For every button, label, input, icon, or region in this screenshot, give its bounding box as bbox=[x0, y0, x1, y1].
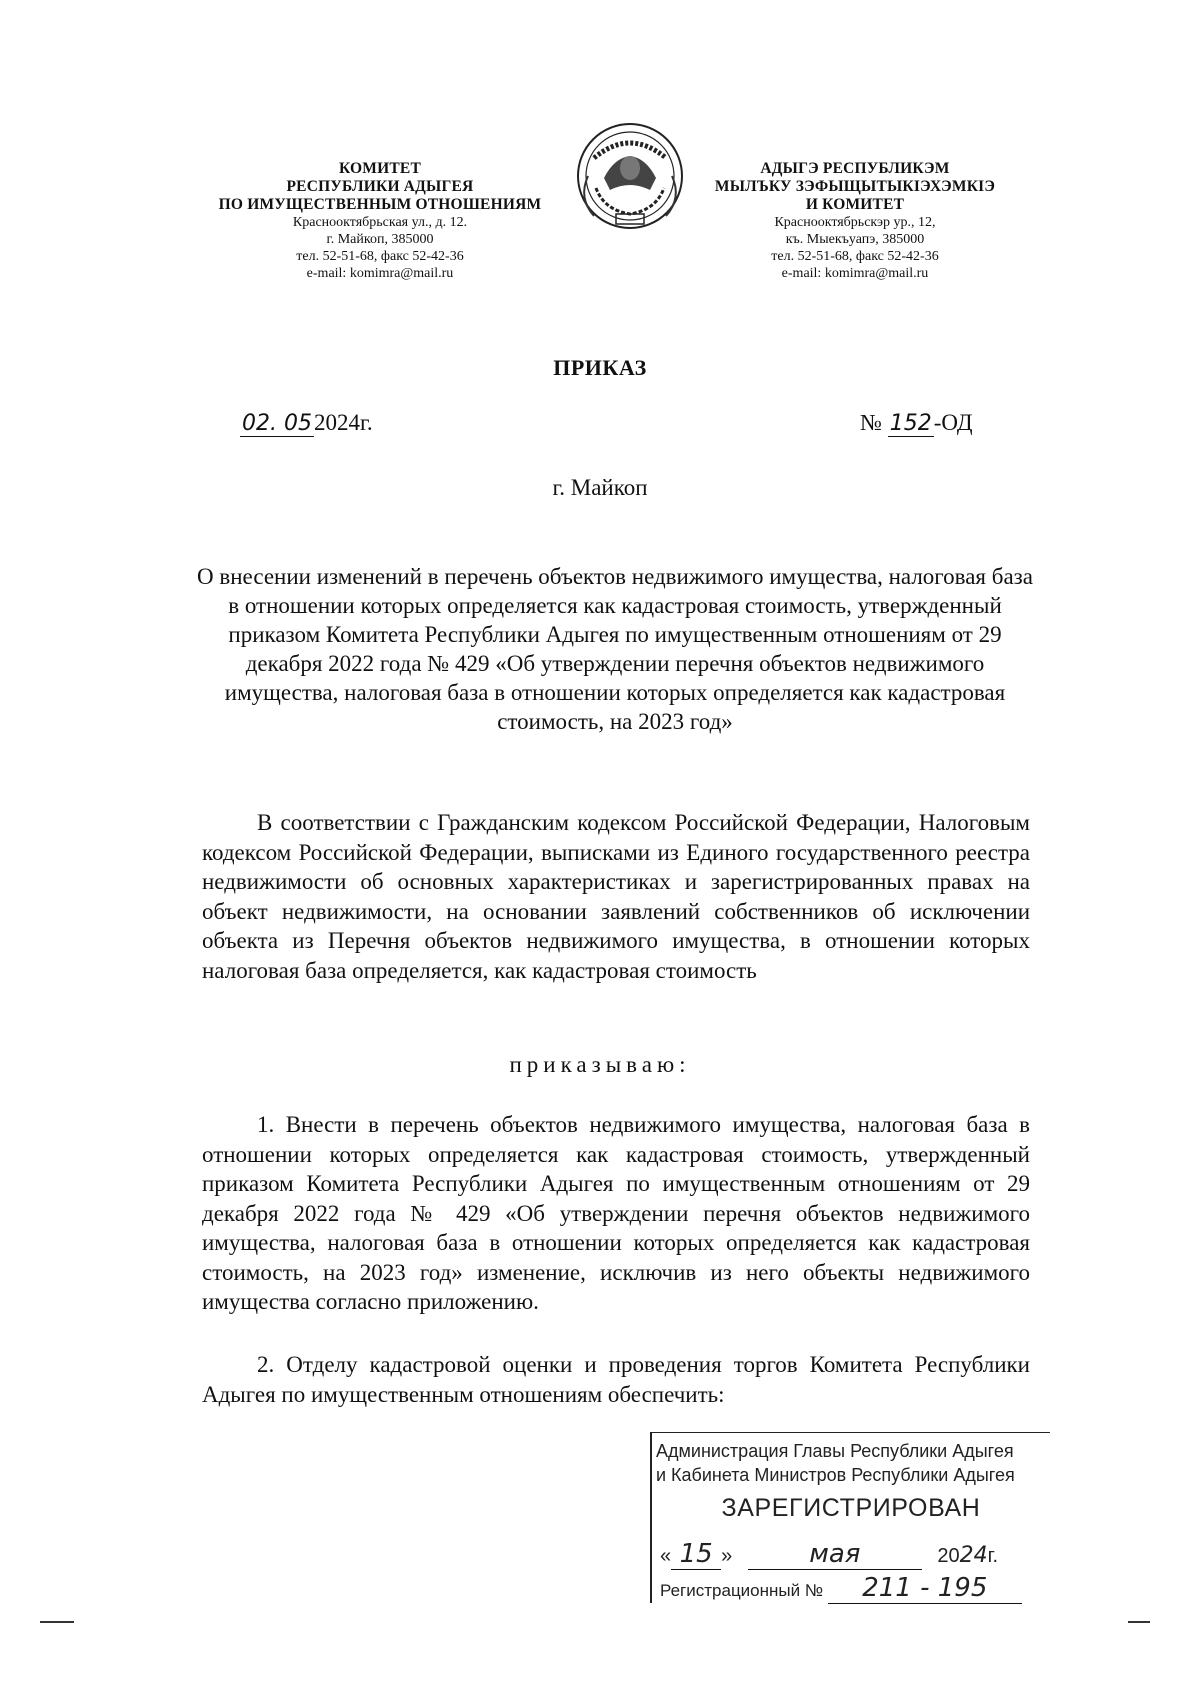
number-prefix: № bbox=[860, 410, 882, 435]
document-date bbox=[240, 410, 373, 437]
number-suffix: -ОД bbox=[933, 410, 973, 435]
document-preamble: В соответствии с Гражданским кодексом Российской Федерации, Налоговым кодексом Российской Федерации, выписками из Единого государственного реестра недвижимости об основных характеристиках и зарегистрированных правах на объект недвижимости, на основании заявлений собственников об исключении объекта из Перечня объектов недвижимого имущества, в отношении которых налоговая база определяется, как кадастровая стоимость bbox=[202, 810, 1030, 983]
header-left-line1: КОМИТЕТ bbox=[338, 160, 421, 177]
registration-stamp bbox=[650, 1432, 1050, 1603]
margin-mark-right bbox=[1128, 1621, 1150, 1623]
stamp-reg-number-handwritten: 211 - 195 bbox=[828, 1573, 1022, 1604]
header-left-phone: тел. 52-51-68, факс 52-42-36 bbox=[296, 249, 464, 264]
stamp-quote-open: « bbox=[660, 1545, 672, 1567]
header-right bbox=[690, 160, 1020, 282]
stamp-org-line1: Администрация Главы Республики Адыгея bbox=[656, 1441, 1014, 1461]
number-handwritten: 152 bbox=[889, 411, 932, 436]
stamp-date-line bbox=[660, 1539, 1046, 1570]
margin-mark-left bbox=[40, 1621, 74, 1623]
stamp-organization bbox=[656, 1439, 1050, 1487]
stamp-quote-close: » bbox=[721, 1545, 733, 1567]
stamp-year-suffix: г. bbox=[987, 1545, 999, 1567]
header-right-address: Краснооктябрьскэр ур., 12, bbox=[774, 215, 936, 230]
header-left-line2: РЕСПУБЛИКИ АДЫГЕЯ bbox=[286, 178, 474, 195]
coat-of-arms-icon bbox=[574, 118, 686, 240]
order-word: приказываю: bbox=[509, 1052, 691, 1077]
stamp-reg-line bbox=[660, 1573, 1046, 1604]
stamp-registered: ЗАРЕГИСТРИРОВАН bbox=[721, 1494, 981, 1522]
stamp-year-handwritten: 24 bbox=[959, 1543, 988, 1568]
order-item-1: 1. Внести в перечень объектов недвижимого имущества, налоговая база в отношении которых определяется как кадастровая стоимость, утвержденный приказом Комитета Республики Адыгея по имущественным отношениям от 29 декабря 2022 года № 429 «Об утверждении перечня объектов недвижимого имущества, налоговая база в отношении которых определяется как кадастровая стоимость, на 2023 год» изменение, исключив из него объекты недвижимого имущества согласно приложению. bbox=[202, 1112, 1030, 1314]
header-right-phone: тел. 52-51-68, факс 52-42-36 bbox=[771, 249, 939, 264]
header-right-email: e-mail: komimra@mail.ru bbox=[781, 266, 929, 281]
header-right-city: къ. Мыекъуапэ, 385000 bbox=[785, 232, 925, 247]
header-left-address: Краснооктябрьская ул., д. 12. bbox=[292, 215, 468, 230]
stamp-year-prefix: 20 bbox=[937, 1545, 960, 1567]
header-left-city: г. Майкоп, 385000 bbox=[326, 232, 434, 247]
order-item-2: 2. Отделу кадастровой оценки и проведения торгов Комитета Республики Адыгея по имущественным отношениям обеспечить: bbox=[202, 1352, 1030, 1407]
stamp-day-handwritten: 15 bbox=[671, 1539, 721, 1570]
date-handwritten: 02. 05 bbox=[242, 411, 312, 436]
header-right-line2: МЫЛЪКУ ЗЭФЫЩЫТЫКІЭХЭМКІЭ bbox=[714, 178, 996, 195]
stamp-month-handwritten: мая bbox=[748, 1539, 922, 1570]
document-subject: О внесении изменений в перечень объектов недвижимого имущества, налоговая база в отношении которых определяется как кадастровая стоимость, утвержденный приказом Комитета Республики Адыгея по имущественным отношениям от 29 декабря 2022 года № 429 «Об утверждении перечня объектов недвижимого имущества, налоговая база в отношении которых определяется как кадастровая стоимость, на 2023 год» bbox=[197, 564, 1033, 734]
document-title: ПРИКАЗ bbox=[553, 355, 647, 380]
header-right-line3: И КОМИТЕТ bbox=[805, 196, 905, 213]
stamp-org-line2: и Кабинета Министров Республики Адыгея bbox=[656, 1465, 1015, 1485]
header-left bbox=[190, 160, 570, 282]
document-number bbox=[860, 410, 973, 437]
date-suffix: 2024г. bbox=[313, 410, 373, 435]
header-left-line3: ПО ИМУЩЕСТВЕННЫМ ОТНОШЕНИЯМ bbox=[218, 196, 542, 213]
header-right-line1: АДЫГЭ РЕСПУБЛИКЭМ bbox=[760, 160, 950, 177]
stamp-reg-label: Регистрационный № bbox=[660, 1581, 824, 1600]
header-left-email: e-mail: komimra@mail.ru bbox=[306, 266, 454, 281]
document-city: г. Майкоп bbox=[552, 475, 648, 500]
